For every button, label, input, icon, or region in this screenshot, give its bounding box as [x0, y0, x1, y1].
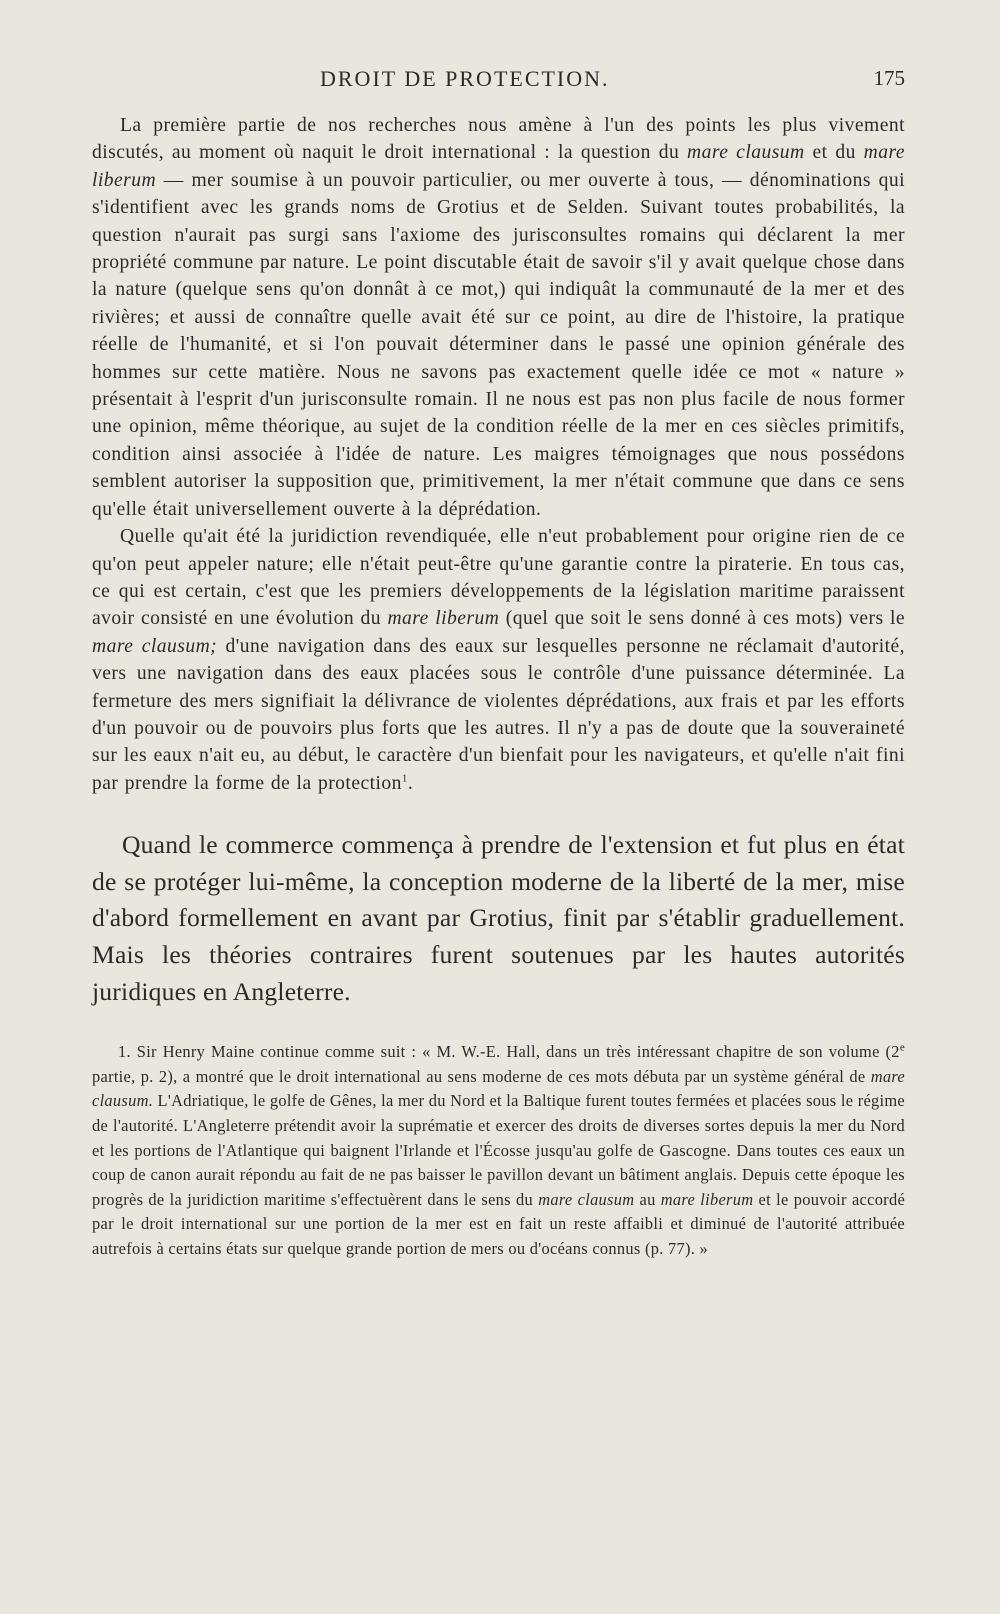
text-span: Quelle qu'ait été la juridiction revendiquée, elle n'eut probablement pour origine rien de ce qu'on peut appeler nature; elle n'était peut-être qu'une garantie contre la piraterie. En tous cas, ce qui est certain, c'est que les premiers développements de la législation maritime paraissent avoir consisté en une évolution du	[92, 526, 905, 630]
footnote-reference: 1	[401, 772, 408, 785]
page-number: 175	[873, 66, 905, 90]
text-span: et du	[804, 142, 864, 164]
italic-term: mare clausum	[538, 1189, 635, 1209]
paragraph-2	[92, 523, 905, 797]
text-span: (quel que soit le sens donné à ces mots) vers le	[499, 608, 905, 630]
text-span: d'une navigation dans des eaux sur lesquelles personne ne réclamait d'autorité, vers une navigation dans des eaux placées sous le contrôle d'une puissance déterminée. La fermeture des mers signifiait la délivrance de violentes déprédations, aux frais et par les efforts d'un pouvoir ou de pouvoirs plus forts que les autres. Il n'y a pas de doute que la souveraineté sur les eaux n'ait eu, au début, le caractère d'un bienfait pour les navigateurs, et qu'elle n'ait fini par prendre la forme de la protection	[92, 635, 906, 794]
italic-term: mare clausum	[687, 142, 805, 164]
text-span: 1. Sir Henry Maine continue comme suit : « M. W.-E. Hall, dans un très intéressant chapitre de son volume (2	[118, 1042, 900, 1062]
text-span: La première partie de nos recherches nous amène à l'un des points les plus vivement discutés, au moment où naquit le droit international : la question du	[92, 115, 905, 164]
italic-term: mare liberum	[660, 1189, 754, 1209]
italic-term: mare clausum;	[92, 635, 218, 657]
italic-term: mare clausum.	[92, 1066, 905, 1111]
text-span: L'Adriatique, le golfe de Gênes, la mer du Nord et la Baltique furent toutes fermées et placées sous le régime de l'autorité. L'Angleterre prétendit avoir la suprématie et exercer des droits de diverses sortes depuis la mer du Nord et les portions de l'Atlantique qui baignent l'Irlande et l'Écosse jusqu'au golfe de Gascogne. Dans toutes ces eaux un coup de canon aurait répondu au fait de ne pas baisser le pavillon devant un bâtiment anglais. Depuis cette époque les progrès de la juridiction maritime s'effectuèrent dans le sens du	[92, 1091, 905, 1209]
text-span: et le pouvoir accordé par le droit international sur une portion de la mer est en fait un reste affaibli et diminué de l'autorité attribuée autrefois à certains états sur quelque grande portion de mers ou d'océans connus (p. 77). »	[92, 1189, 906, 1258]
running-title: DROIT DE PROTECTION.	[320, 66, 610, 91]
superscript: e	[899, 1041, 905, 1054]
text-span: partie, p. 2), a montré que le droit international au sens moderne de ces mots débuta par un système général de	[92, 1066, 871, 1086]
italic-term: mare liberum	[92, 142, 905, 191]
text-span: — mer soumise à un pouvoir particulier, ou mer ouverte à tous, — dénominations qui s'identifient avec les grands noms de Grotius et de Selden. Suivant toutes probabilités, la question n'aurait pas surgi sans l'axiome des jurisconsultes romains qui déclarent la mer propriété commune par nature. Le point discutable était de savoir s'il y avait quelque chose dans la nature (quelque sens qu'on donnât à ce mot,) qui indiquât la communauté de la mer et des rivières; et aussi de connaître quelle avait été sur ce point, au dire de l'histoire, la pratique réelle de l'humanité, et si l'on pouvait déterminer dans le passé une opinion générale des hommes sur cette matière. Nous ne savons pas exactement quelle idée ce mot « nature » présentait à l'esprit d'un jurisconsulte romain. Il ne nous est pas non plus facile de nous former une opinion, même théorique, au sujet de la condition réelle de la mer en ces siècles primitifs, condition ainsi associée à l'idée de nature. Les maigres témoignages que nous possédons semblent autoriser la supposition que, primitivement, la mer n'était commune que dans ce sens qu'elle était universellement ouverte à la déprédation.	[92, 169, 905, 520]
footnote-1	[92, 1040, 905, 1261]
text-span: .	[407, 772, 414, 794]
text-span: au	[634, 1189, 661, 1209]
italic-term: mare liberum	[387, 608, 500, 630]
paragraph-1	[92, 112, 905, 523]
large-print-paragraph: Quand le commerce commença à prendre de l'extension et fut plus en état de se protéger lui-même, la conception moderne de la liberté de la mer, mise d'abord formellement en avant par Grotius, finit par s'établir graduellement. Mais les théories contraires furent soutenues par les hautes autorités juridiques en Angleterre.	[92, 830, 905, 1006]
page-header	[92, 62, 905, 96]
